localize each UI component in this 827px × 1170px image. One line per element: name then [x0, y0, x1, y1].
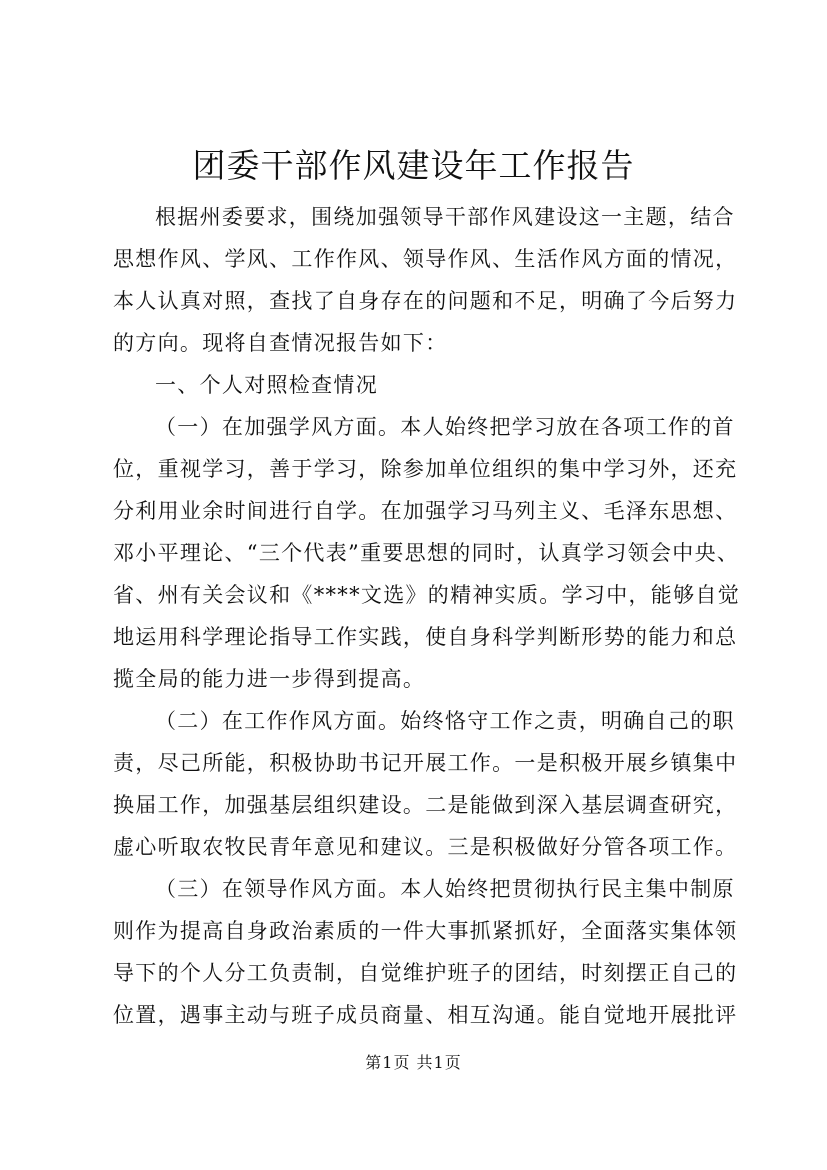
body-line: 导下的个人分工负责制，自觉维护班子的团结，时刻摆正自己的: [113, 961, 738, 985]
body-line: 思想作风、学风、工作作风、领导作风、生活作风方面的情况，: [113, 247, 738, 271]
body-line: 根据州委要求，围绕加强领导干部作风建设这一主题，结合: [155, 205, 735, 229]
body-line: 地运用科学理论指导工作实践，使自身科学判断形势的能力和总: [113, 625, 738, 649]
body-line: 省、州有关会议和《****文选》的精神实质。学习中，能够自觉: [113, 583, 740, 607]
body-line: 换届工作，加强基层组织建设。二是能做到深入基层调查研究，: [113, 793, 738, 817]
body-line: 虚心听取农牧民青年意见和建议。三是积极做好分管各项工作。: [113, 835, 738, 859]
body-line: 位置，遇事主动与班子成员商量、相互沟通。能自觉地开展批评: [113, 1003, 738, 1027]
body-line: （三）在领导作风方面。本人始终把贯彻执行民主集中制原: [155, 877, 735, 901]
body-line: （一）在加强学风方面。本人始终把学习放在各项工作的首: [155, 415, 735, 439]
body-line: （二）在工作作风方面。始终恪守工作之责，明确自己的职: [155, 709, 735, 733]
body-line: 位，重视学习，善于学习，除参加单位组织的集中学习外，还充: [113, 457, 738, 481]
body-line: 的方向。现将自查情况报告如下：: [113, 331, 448, 355]
body-line: 一、个人对照检查情况: [155, 373, 378, 397]
body-line: 揽全局的能力进一步得到提高。: [113, 667, 426, 691]
body-line: 则作为提高自身政治素质的一件大事抓紧抓好，全面落实集体领: [113, 919, 738, 943]
document-title: 团委干部作风建设年工作报告: [192, 146, 635, 185]
body-line: 本人认真对照，查找了自身存在的问题和不足，明确了今后努力: [113, 289, 738, 313]
body-line: 责，尽己所能，积极协助书记开展工作。一是积极开展乡镇集中: [113, 751, 738, 775]
page-footer: 第1页 共1页: [365, 1053, 462, 1072]
body-line: 邓小平理论、“三个代表”重要思想的同时，认真学习领会中央、: [113, 541, 740, 565]
document-body: [113, 196, 740, 1036]
body-line: 分利用业余时间进行自学。在加强学习马列主义、毛泽东思想、: [113, 499, 738, 523]
